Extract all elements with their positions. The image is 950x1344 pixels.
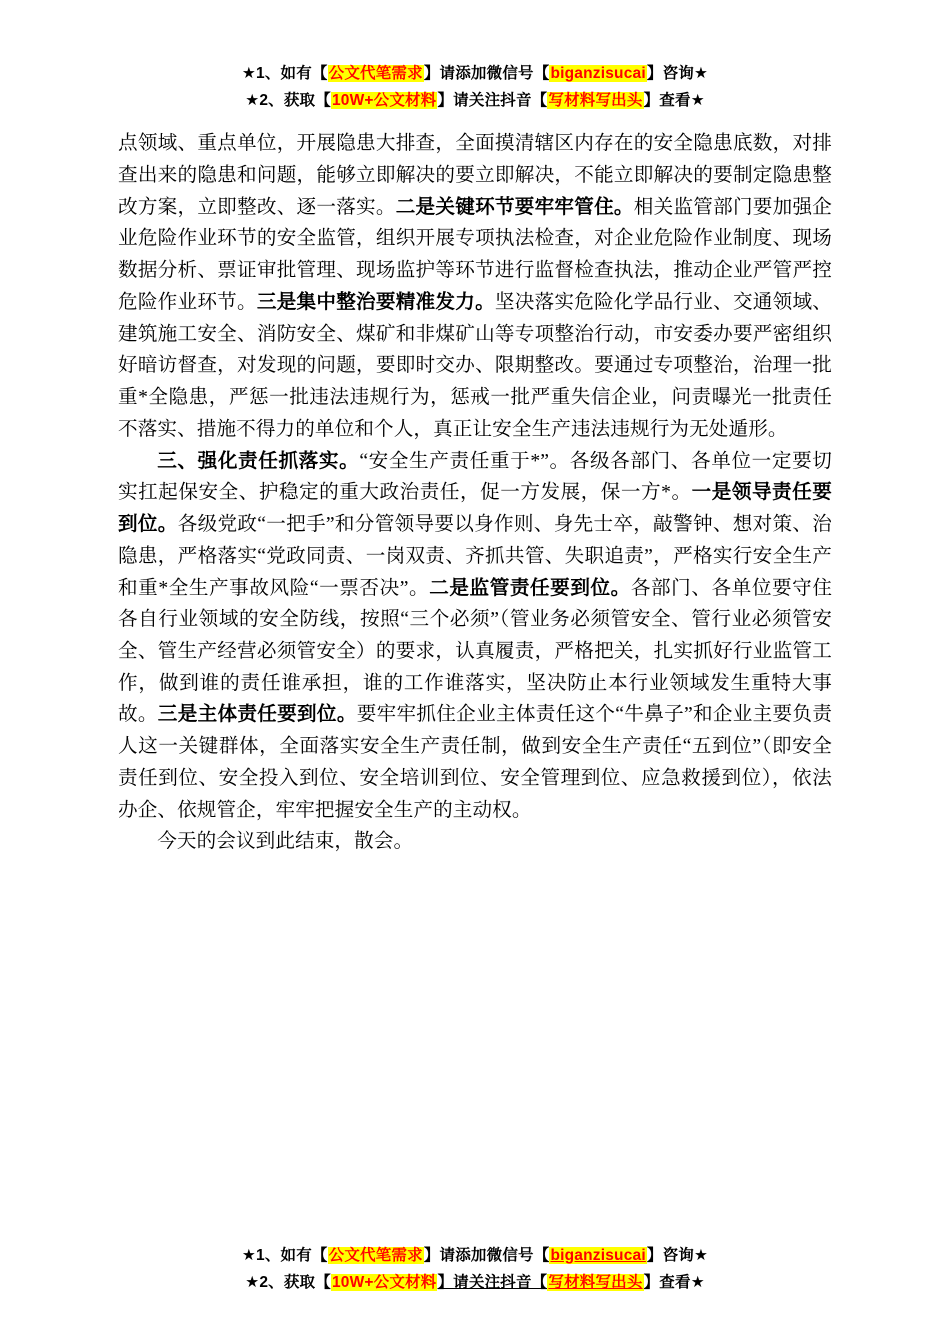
promo-banner-top (118, 60, 832, 114)
promo-bottom-line-2 (118, 1269, 832, 1296)
p2-segment-2: 各级党政“一把手”和分管领导要以身作则、身先士卒，敲警钟、想对策、治隐患，严格落实“党政同责、一岗双责、齐抓共管、失职追责”，严格实行安全生产和重*全生产事故风险“一票否决”。 (118, 514, 832, 599)
promo-top-line2-highlight-2: 写材料写出头 (548, 92, 643, 110)
closing-paragraph: 今天的会议到此结束，散会。 (157, 831, 414, 853)
star-right-icon: ★ (693, 1246, 709, 1264)
star-left-icon: ★ (241, 1246, 256, 1264)
p2-segment-4: 要牢牢抓住企业主体责任这个“牛鼻子”和企业主要负责人这一关键群体，全面落实安全生产责任制，做到安全生产责任“五到位”（即安全责任到位、安全投入到位、安全培训到位、安全管理到位、应急救援到位），依法办企、依规管企，牢牢把握安全生产的主动权。 (118, 704, 833, 821)
star-right-icon: ★ (690, 92, 705, 110)
star-right-icon: ★ (693, 65, 709, 82)
star-left-icon: ★ (245, 92, 260, 110)
promo-bottom-line2-prefix: 2、获取【 (259, 1273, 331, 1291)
promo-top-line1-suffix: 】咨询 (646, 65, 694, 82)
promo-top-line2-prefix: 2、获取【 (259, 92, 331, 110)
promo-top-line1-prefix: 1、如有【 (256, 65, 328, 82)
p1-bold-heading-1: 二是关键环节要牢牢管住。 (395, 196, 634, 218)
p2-segment-3: 各部门、各单位要守住各自行业领域的安全防线，按照“三个必须”（管业务必须管安全、管行业必须管安全、管生产经营必须管安全）的要求，认真履责，严格把关，扎实抓好行业监管工作，做到谁的责任谁承担，谁的工作谁落实，坚决防止本行业领域发生重特大事故。 (118, 577, 833, 726)
promo-top-line2-mid: 】请关注抖音【 (437, 92, 548, 110)
promo-bottom-line-1 (118, 1242, 832, 1269)
promo-top-line1-mid: 】请添加微信号【 (423, 65, 550, 82)
paragraph-2 (118, 446, 832, 827)
promo-bottom-line2-mid: 】请关注抖音【 (437, 1273, 548, 1291)
document-body (118, 128, 832, 858)
promo-bottom-line2-highlight-2: 写材料写出头 (548, 1273, 643, 1291)
promo-banner-bottom (118, 1242, 832, 1296)
promo-top-line-2 (118, 87, 832, 114)
promo-bottom-line1-suffix: 】咨询 (646, 1246, 694, 1264)
star-left-icon: ★ (241, 65, 256, 82)
p2-segment-1: “安全生产责任重于*”。各级各部门、各单位一定要切实扛起保安全、护稳定的重大政治责任，促一方发展，保一方*。 (118, 450, 832, 504)
p2-section-heading: 三、强化责任抓落实。 (157, 450, 360, 472)
promo-bottom-line1-highlight-2: biganzisucai (550, 1246, 646, 1264)
star-right-icon: ★ (690, 1273, 705, 1291)
promo-top-line-1 (118, 60, 832, 87)
promo-bottom-line1-mid: 】请添加微信号【 (423, 1246, 550, 1264)
paragraph-1 (118, 128, 832, 445)
promo-bottom-line2-suffix: 】查看 (643, 1273, 691, 1291)
p1-bold-heading-2: 三是集中整治要精准发力。 (256, 291, 495, 313)
promo-bottom-line2-highlight-1: 10W+公文材料 (331, 1273, 437, 1291)
p1-segment-1: 点领域、重点单位，开展隐患大排查，全面摸清辖区内存在的安全隐患底数，对排查出来的隐患和问题，能够立即解决的要立即解决，不能立即解决的要制定隐患整改方案，立即整改、逐一落实。 (118, 133, 832, 218)
p2-bold-heading-3: 三是主体责任要到位。 (157, 704, 357, 726)
promo-top-line2-suffix: 】查看 (643, 92, 691, 110)
p2-bold-heading-2: 二是监管责任要到位。 (429, 577, 631, 599)
p1-segment-2: 相关监管部门要加强企业危险作业环节的安全监管，组织开展专项执法检查，对企业危险作业制度、现场数据分析、票证审批管理、现场监护等环节进行监督检查执法，推动企业严管严控危险作业环节。 (118, 196, 832, 313)
star-left-icon: ★ (245, 1273, 260, 1291)
promo-top-line1-highlight-2: biganzisucai (550, 65, 646, 82)
p1-segment-3: 坚决落实危险化学品行业、交通领域、建筑施工安全、消防安全、煤矿和非煤矿山等专项整治行动，市安委办要严密组织好暗访督查，对发现的问题，要即时交办、限期整改。要通过专项整治，治理一批重*全隐患，严惩一批违法违规行为，惩戒一批严重失信企业，问责曝光一批责任不落实、措施不得力的单位和个人，真正让安全生产违法违规行为无处遁形。 (118, 291, 832, 440)
promo-top-line2-highlight-1: 10W+公文材料 (331, 92, 437, 110)
promo-bottom-line1-prefix: 1、如有【 (256, 1246, 328, 1264)
promo-top-line1-highlight-1: 公文代笔需求 (328, 65, 423, 82)
p2-bold-heading-1: 一是领导责任要到位。 (118, 482, 832, 536)
promo-bottom-line1-highlight-1: 公文代笔需求 (328, 1246, 423, 1264)
